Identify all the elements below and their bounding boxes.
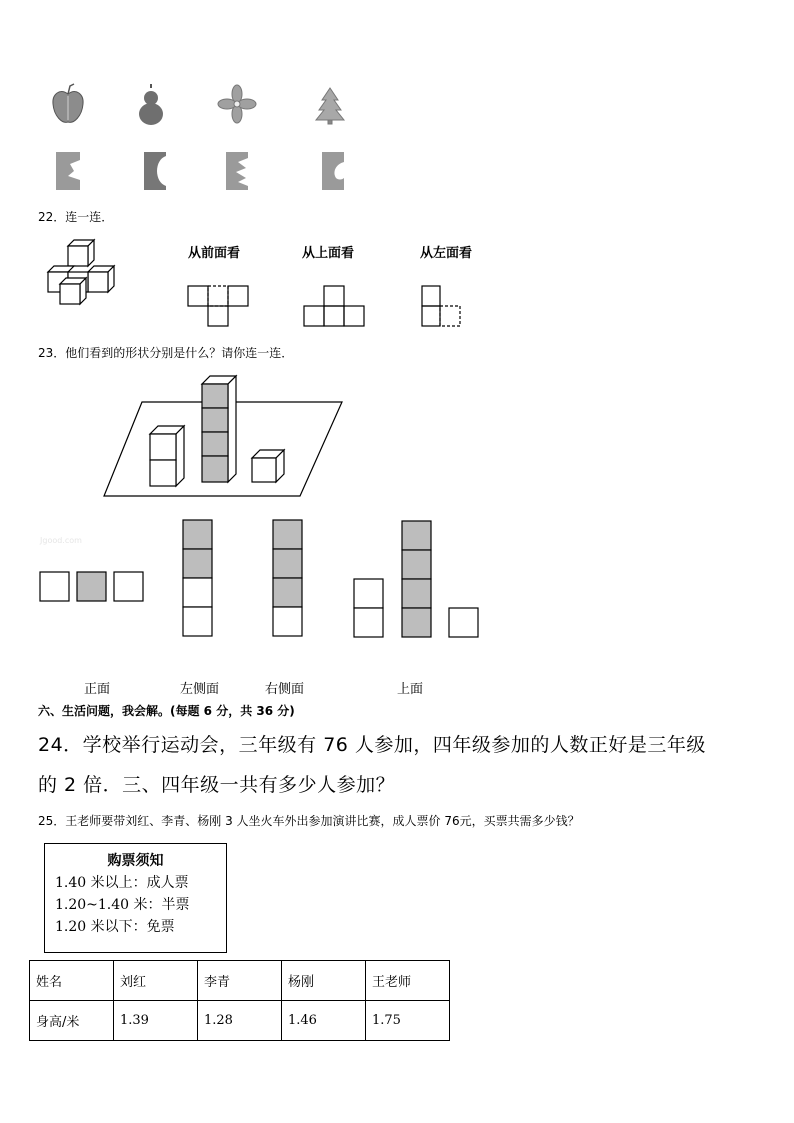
symmetry-figures xyxy=(40,80,370,200)
notice-line: 1.20~1.40 米：半票 xyxy=(55,897,190,913)
half-shape-1 xyxy=(56,152,80,190)
q24-line2: 的 2 倍．三、四年级一共有多少人参加？ xyxy=(38,774,396,796)
table-cell: 1.46 xyxy=(282,1001,366,1041)
tree-figure xyxy=(316,88,344,124)
table-cell: 刘红 xyxy=(114,961,198,1001)
face-left-label: 左侧面 xyxy=(180,682,220,697)
view-front-label: 从前面看 xyxy=(188,246,241,261)
q23-label: 23．他们看到的形状分别是什么？请你连一连． xyxy=(38,346,294,360)
single-cube xyxy=(252,450,284,482)
section6-title: 六、生活问题，我会解。(每题 6 分，共 36 分) xyxy=(38,704,295,718)
q23-options xyxy=(38,518,488,640)
apple-figure xyxy=(53,84,83,122)
table-row xyxy=(30,1001,450,1041)
q24-line1: 24．学校举行运动会，三年级有 76 人参加，四年级参加的人数正好是三年级 xyxy=(38,734,706,756)
white-stack xyxy=(150,426,184,486)
q25-text: 25．王老师要带刘红、李青、杨刚 3 人坐火车外出参加演讲比赛，成人票价 76元，买票共需多少钱？ xyxy=(38,814,580,828)
height-table xyxy=(29,960,450,1041)
front-view-shape xyxy=(186,284,256,330)
face-top-label: 上面 xyxy=(397,682,424,697)
flower-figure xyxy=(218,85,256,123)
face-right-label: 右侧面 xyxy=(265,682,305,697)
table-cell: 姓名 xyxy=(30,961,114,1001)
half-shape-2 xyxy=(144,152,166,190)
half-shape-3 xyxy=(226,152,248,190)
gourd-figure xyxy=(139,84,163,125)
view-top-label: 从上面看 xyxy=(302,246,355,261)
q23-scene xyxy=(100,370,350,500)
table-cell: 杨刚 xyxy=(282,961,366,1001)
face-front-label: 正面 xyxy=(84,682,111,697)
gray-stack xyxy=(202,376,236,482)
q22-label: 22．连一连． xyxy=(38,210,114,224)
notice-line: 1.20 米以下：免票 xyxy=(55,919,175,935)
q22-cube-stack xyxy=(40,238,130,310)
half-shape-4 xyxy=(322,152,344,190)
table-cell: 1.28 xyxy=(198,1001,282,1041)
left-view-shape xyxy=(420,284,470,330)
watermark: Jgood.com xyxy=(40,536,82,545)
table-cell: 1.39 xyxy=(114,1001,198,1041)
notice-title: 购票须知 xyxy=(107,853,164,869)
table-cell: 1.75 xyxy=(366,1001,450,1041)
table-cell: 身高/米 xyxy=(30,1001,114,1041)
view-left-label: 从左面看 xyxy=(420,246,473,261)
notice-line: 1.40 米以上：成人票 xyxy=(55,875,189,891)
ticket-notice-box xyxy=(44,843,227,953)
top-view-shape xyxy=(302,284,372,330)
table-cell: 王老师 xyxy=(366,961,450,1001)
table-cell: 李青 xyxy=(198,961,282,1001)
table-header-row xyxy=(30,961,450,1001)
